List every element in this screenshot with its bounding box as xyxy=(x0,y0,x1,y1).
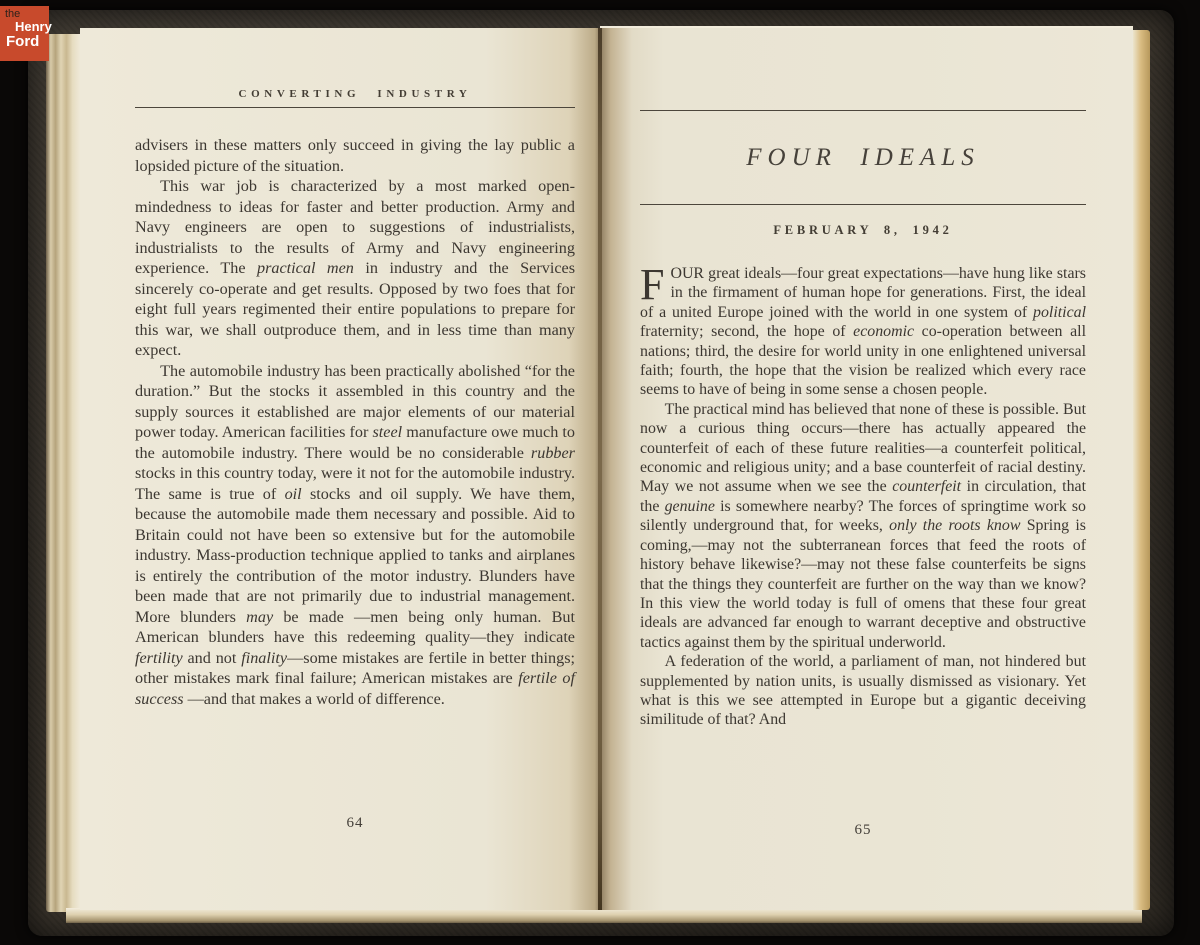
page-number-right: 65 xyxy=(854,822,872,838)
italic-text-run: oil xyxy=(284,484,302,503)
left-page-content xyxy=(135,88,575,709)
title-rule-bottom xyxy=(640,204,1086,205)
italic-text-run: may xyxy=(246,607,274,626)
text-run: in circulation, that the xyxy=(640,478,1086,515)
left-page xyxy=(80,28,600,910)
logo-word-henry: Henry xyxy=(15,19,52,34)
right-page-body xyxy=(640,260,1086,730)
right-page xyxy=(600,26,1133,910)
italic-text-run: economic xyxy=(853,323,915,341)
page-edges-left xyxy=(46,34,80,912)
text-run: and not xyxy=(182,648,242,667)
text-run: Spring is coming,—may not the subterranean forces that feed the roots of history behave likewise?—may not these false counterfeits be signs that the things they counterfeit are further on the way than we know? In this view the world today is full of omens that these four great ideals are advanced far enough to warrant deceptive and obstructive tactics against them by the spiritual underworld. xyxy=(640,517,1086,651)
italic-text-run: rubber xyxy=(530,443,575,462)
text-run: OUR great ideals—four great expectations—have hung like stars in the firmament of human hope for generations. First, the ideal of a united Europe joined with the world in one system of xyxy=(640,265,1086,321)
book-gutter xyxy=(598,28,602,910)
text-run: —and that makes a world of difference. xyxy=(183,689,445,708)
text-run: manufacture owe much to the automobile industry. There would be no considerable xyxy=(135,423,575,462)
logo-word-ford: Ford xyxy=(6,33,40,50)
text-run: A federation of the world, a parliament of man, not hindered but supplemented by nation units, is usually dismissed as visionary. Yet what is this we see attempted in Europe but a gigantic deceiving similitude of that? And xyxy=(640,653,1086,729)
italic-text-run: fertility xyxy=(135,648,183,667)
text-run: advisers in these matters only succeed in giving the lay public a lopsided picture of the situation. xyxy=(135,136,575,175)
running-header: CONVERTING INDUSTRY xyxy=(238,88,472,100)
text-run: —some mistakes are fertile in better things; other mistakes mark final failure; American mistakes are xyxy=(135,648,575,687)
paragraph xyxy=(640,400,1086,652)
chapter-date: FEBRUARY 8, 1942 xyxy=(773,223,953,237)
text-run: The practical mind has believed that none of these is possible. But now a curious thing occurs—there has actually appeared the counterfeit of each of these future realities—a counterfeit political, economic and religious unity; and a base counterfeit of racial destiny. May we not assume when we see the xyxy=(640,400,1086,496)
left-page-body xyxy=(135,135,575,709)
italic-text-run: finality xyxy=(241,648,288,667)
page-edges-bottom xyxy=(66,908,1142,923)
page-number-left: 64 xyxy=(346,815,364,831)
right-page-content xyxy=(640,110,1086,730)
paragraph xyxy=(640,652,1086,730)
paragraph xyxy=(135,361,575,710)
text-run: fraternity; second, the hope of xyxy=(640,323,854,341)
text-run: be made —men being only human. But American blunders have this redeeming quality—they indicate xyxy=(135,607,576,646)
italic-text-run: political xyxy=(1033,303,1086,321)
text-run: stocks and oil supply. We have them, because the automobile made them necessary and possible. Aid to Britain could not have been so extensive but for the automobile industry. Mass-production technique applied to tanks and airplanes is entirely the contribution of the motor industry. Blunders have been made that are not primarily due to industrial management. More blunders xyxy=(135,484,575,626)
text-run: stocks in this country today, were it not for the automobile industry. The same is true of xyxy=(135,464,575,503)
italic-text-run: steel xyxy=(372,423,403,441)
text-run: The automobile industry has been practically abolished “for the duration.” But the stocks it assembled in this country and the supply sources it established are major elements of our material power today. American facilities for xyxy=(135,361,575,441)
page-edges-right xyxy=(1133,30,1150,910)
chapter-title: FOUR IDEALS xyxy=(746,144,980,171)
italic-text-run: genuine xyxy=(664,497,715,515)
text-run: in industry and the Services sincerely co-operate and get results. Opposed by two foes that for eight full years regimented their entire populations to prepare for this war, we shall outproduce them, and in less time than many expect. xyxy=(135,259,575,359)
text-run: is somewhere nearby? The forces of springtime work so silently underground that, for weeks, xyxy=(640,497,1086,535)
paragraph xyxy=(135,176,575,361)
header-rule xyxy=(135,107,575,108)
text-run: This war job is characterized by a most marked open-mindedness to ideas for faster and better production. Army and Navy engineers are open to suggestions of industrialists, industrialists to the results of Army and Navy engineering experience. The xyxy=(135,177,575,277)
italic-text-run: fertile of success xyxy=(135,669,576,708)
paragraph xyxy=(640,260,1086,400)
italic-text-run: practical men xyxy=(257,259,354,277)
italic-text-run: only the roots know xyxy=(889,517,1021,535)
text-run: co-operation between all nations; third, the desire for world unity in one enlightened universal faith; fourth, the hope that the vision be realized which every race seems to have of being in some sense a chosen people. xyxy=(640,323,1086,399)
title-rule-top xyxy=(640,110,1086,111)
paragraph xyxy=(135,135,575,176)
logo-word-the: the xyxy=(5,8,21,20)
italic-text-run: counterfeit xyxy=(892,478,962,496)
drop-cap: F xyxy=(640,260,665,309)
henry-ford-logo xyxy=(0,6,52,61)
